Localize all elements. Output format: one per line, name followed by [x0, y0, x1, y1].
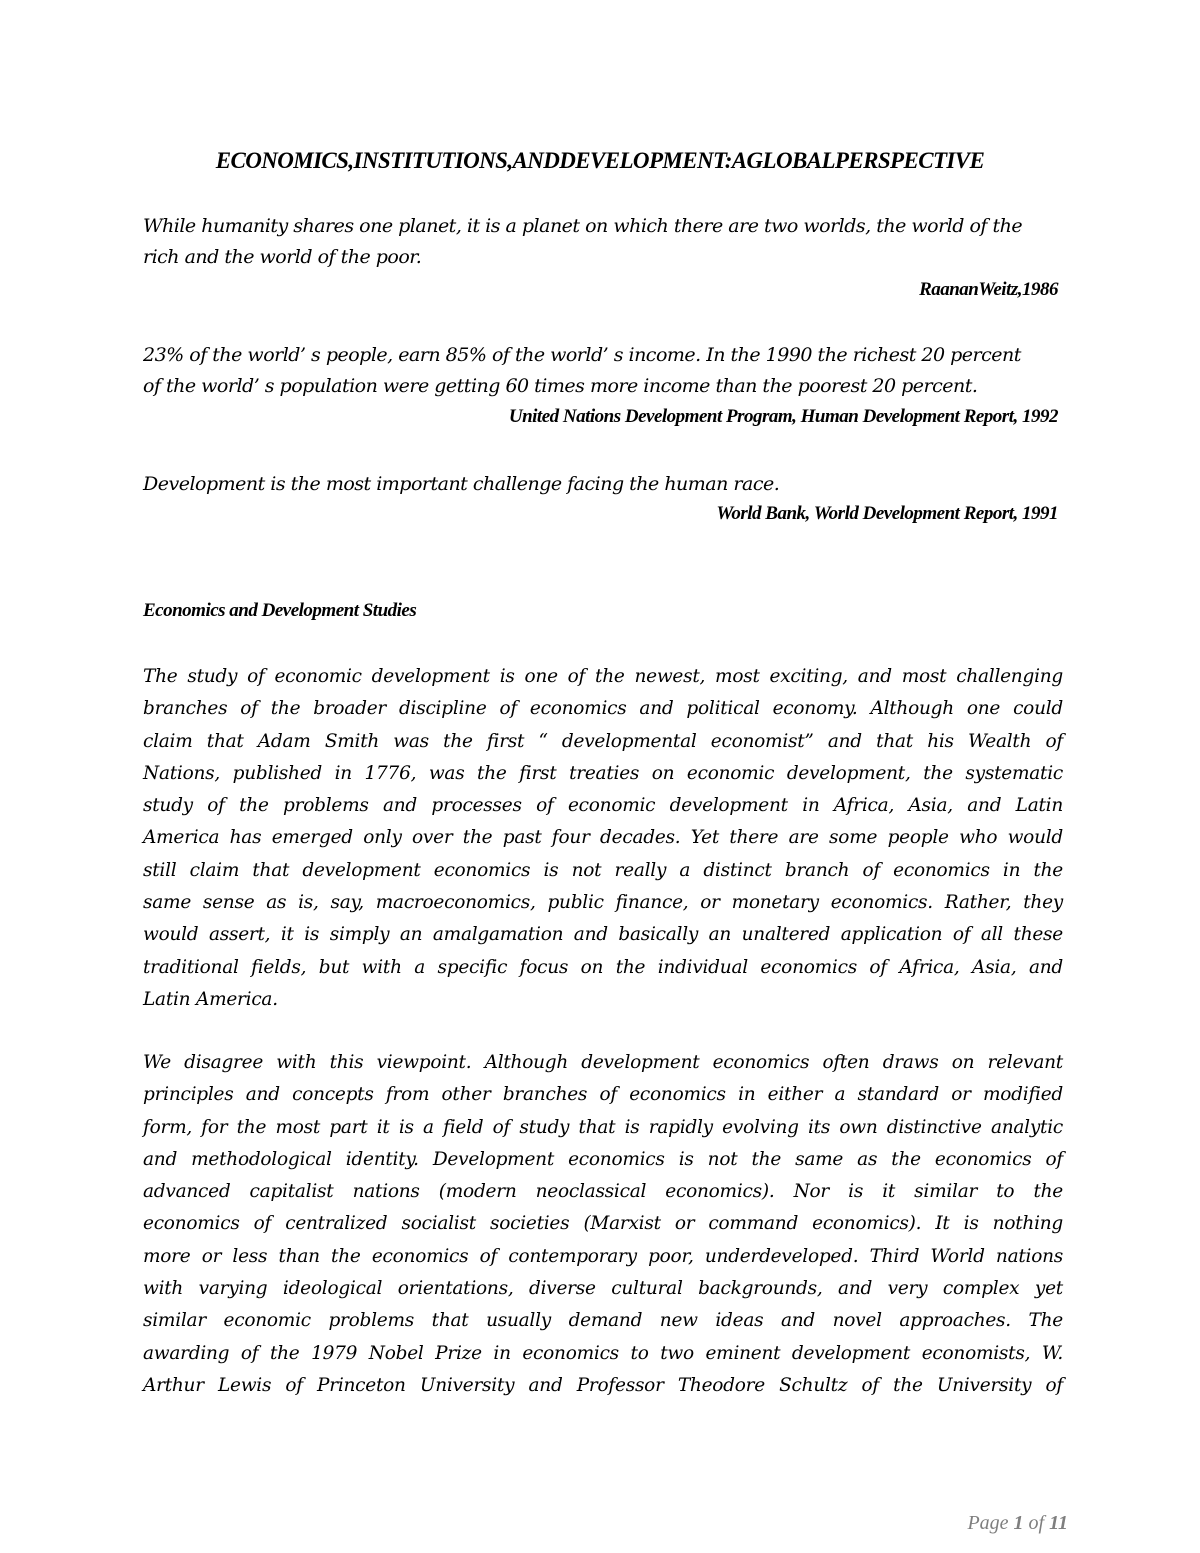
paragraph-line: with varying ideological orientations, diverse cultural backgrounds, and very complex yet [143, 1278, 1063, 1300]
paragraph-line: advanced capitalist nations (modern neoclassical economics). Nor is it similar to the [143, 1181, 1063, 1203]
epigraph-quote [143, 340, 1063, 402]
paragraph-line: would assert, it is simply an amalgamation and basically an unaltered application of all these [143, 924, 1063, 946]
paragraph-line: Latin America. [143, 988, 278, 1010]
epigraph-attribution: RaananWeitz,1986 [919, 279, 1058, 300]
document-title: ECONOMICS,INSTITUTIONS,ANDDEVELOPMENT:AGLOBALPERSPECTIVE [215, 148, 985, 173]
page-label: Page [967, 1512, 1009, 1534]
paragraph-line: similar economic problems that usually demand new ideas and novel approaches. The [143, 1310, 1063, 1332]
paragraph-line: study of the problems and processes of economic development in Africa, Asia, and Latin [143, 795, 1063, 817]
body-paragraph [143, 661, 1063, 1016]
body-paragraph [143, 1047, 1063, 1402]
of-label: of [1028, 1512, 1045, 1534]
epigraph-line: rich and the world of the poor. [143, 246, 422, 268]
epigraph-line: 23% of the world’ s people, earn 85% of the world’ s income. In the 1990 the richest 20 percent [143, 344, 1021, 366]
paragraph-line: Arthur Lewis of Princeton University and Professor Theodore Schultz of the University of [143, 1374, 1063, 1396]
paragraph-line: awarding of the 1979 Nobel Prize in economics to two eminent development economists, W. [143, 1342, 1063, 1364]
total-pages-number: 11 [1049, 1512, 1068, 1534]
paragraph-line: and methodological identity. Development economics is not the same as the economics of [143, 1148, 1063, 1170]
epigraph-attribution: World Bank, World Development Report, 1991 [716, 503, 1058, 524]
paragraph-line: more or less than the economics of contemporary poor, underdeveloped. Third World nations [143, 1245, 1063, 1267]
section-heading: Economics and Development Studies [143, 600, 417, 621]
paragraph-line: America has emerged only over the past four decades. Yet there are some people who would [143, 827, 1063, 849]
current-page-number: 1 [1013, 1512, 1024, 1534]
paragraph-line: same sense as is, say, macroeconomics, public finance, or monetary economics. Rather, they [143, 892, 1063, 914]
paragraph-line: traditional fields, but with a specific focus on the individual economics of Africa, Asia, and [143, 956, 1063, 978]
epigraph-quote [143, 211, 1063, 273]
epigraph-quote [143, 469, 1063, 500]
epigraph-line: While humanity shares one planet, it is a planet on which there are two worlds, the world of the [143, 215, 1023, 237]
page-number-footer [967, 1512, 1068, 1535]
paragraph-line: principles and concepts from other branches of economics in either a standard or modified [143, 1084, 1063, 1106]
paragraph-line: still claim that development economics is not really a distinct branch of economics in the [143, 859, 1063, 881]
epigraph-attribution: United Nations Development Program, Human Development Report, 1992 [508, 406, 1058, 427]
paragraph-line: We disagree with this viewpoint. Although development economics often draws on relevant [143, 1052, 1063, 1073]
epigraph-line: of the world’ s population were getting 60 times more income than the poorest 20 percent. [143, 375, 978, 397]
paragraph-line: branches of the broader discipline of economics and political economy. Although one could [143, 698, 1063, 720]
paragraph-line: The study of economic development is one of the newest, most exciting, and most challenging [143, 666, 1063, 687]
paragraph-line: Nations, published in 1776, was the first treaties on economic development, the systematic [143, 762, 1063, 784]
paragraph-line: economics of centralized socialist societies (Marxist or command economics). It is nothing [143, 1213, 1063, 1235]
epigraph-line: Development is the most important challenge facing the human race. [143, 473, 780, 495]
paragraph-line: claim that Adam Smith was the first “ developmental economist” and that his Wealth of [143, 730, 1063, 752]
paragraph-line: form, for the most part it is a field of study that is rapidly evolving its own distinctive analytic [143, 1116, 1063, 1138]
